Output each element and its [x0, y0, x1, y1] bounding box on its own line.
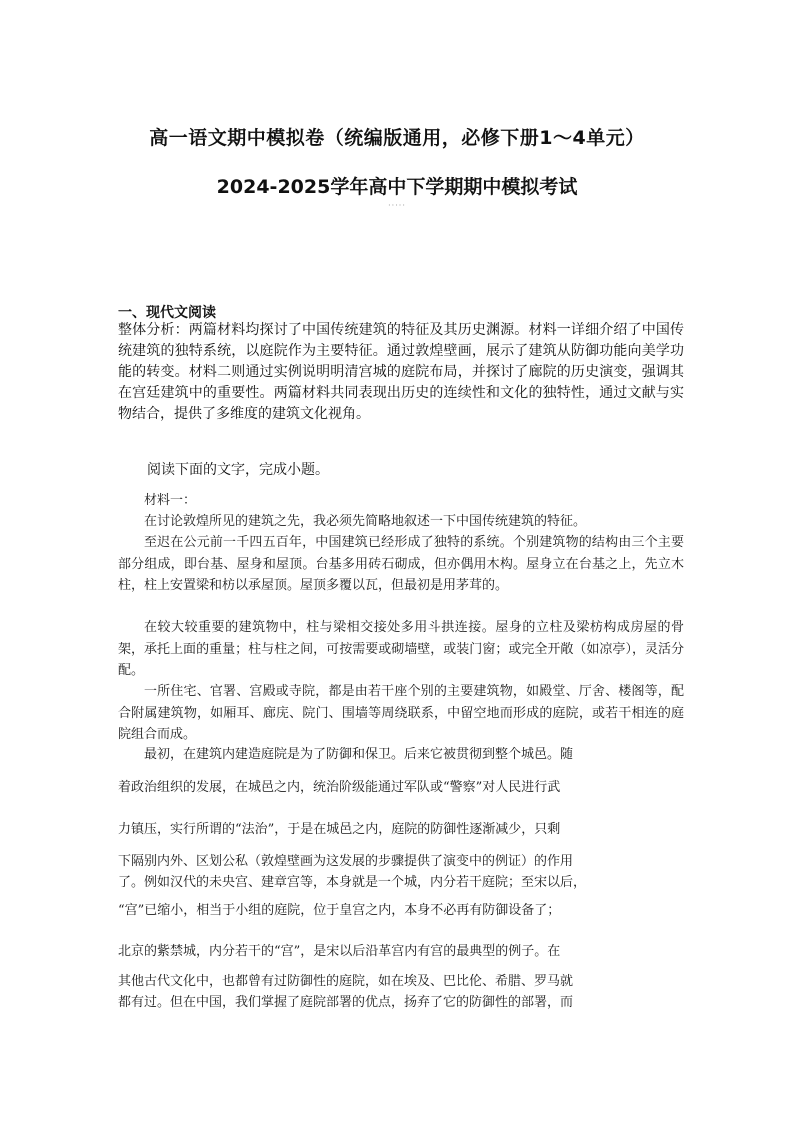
text-line: 了。例如汉代的未央宫、建章宫等，本身就是一个城，内分若干庭院；至宋以后， — [118, 875, 587, 890]
title-line-1: 高一语文期中模拟卷（统编版通用，必修下册1～4单元） — [149, 127, 645, 149]
text-line: 其他古代文化中，也都曾有过防御性的庭院，如在埃及、巴比伦、希腊、罗马就 — [118, 974, 574, 989]
overall-analysis: 整体分析：两篇材料均探讨了中国传统建筑的特征及其历史渊源。材料一详细介绍了中国传统建筑的独特系统，以庭院作为主要特征。通过敦煌壁画，展示了建筑从防御功能向美学功能的转变。材料二则通过实例说明明清宫城的庭院布局，并探讨了廊院的历史演变，强调其在宫廷建筑中的重要性。两篇材料共同表现出历史的连续性和文化的独特性，通过文献与实物结合，提供了多维度的建筑文化视角。 — [118, 322, 684, 422]
paragraph-2: 至迟在公元前一千四五百年，中国建筑已经形成了独特的系统。个别建筑物的结构由三个主要部分组成，即台基、屋身和屋顶。台基多用砖石砌成，但亦偶用木构。屋身立在台基之上，先立木柱，柱上安置梁和枋以承屋顶。屋顶多覆以瓦，但最初是用茅茸的。 — [118, 535, 684, 593]
paragraph-5: 最初，在建筑内建造庭院是为了防御和保卫。后来它被贯彻到整个城邑。随 — [144, 747, 574, 762]
text-line: 北京的紫禁城，内分若干的“宫”，是宋以后沿革宫内有宫的最典型的例子。在 — [118, 944, 561, 959]
paragraph-1: 在讨论敦煌所见的建筑之先，我必须先简略地叙述一下中国传统建筑的特征。 — [144, 514, 587, 529]
title-line-2: 2024-2025学年高中下学期期中模拟考试 — [216, 176, 578, 198]
text-line: “宫”已缩小，相当于小组的庭院，位于皇宫之内，本身不必再有防御设备了； — [118, 903, 561, 918]
text-line: 下隔别内外、区划公私（敦煌壁画为这发展的步骤提供了演变中的例证）的作用 — [118, 854, 574, 869]
reading-instruction: 阅读下面的文字，完成小题。 — [147, 462, 329, 478]
text-line: 着政治组织的发展，在城邑之内，统治阶级能通过军队或“警察”对人民进行武 — [118, 780, 561, 795]
paragraph-3: 在较大较重要的建筑物中，柱与梁相交接处多用斗拱连接。屋身的立柱及梁枋构成房屋的骨架，承托上面的重量；柱与柱之间，可按需要或砌墙壁，或装门窗；或完全开敞（如凉亭），灵活分配。 — [118, 620, 684, 678]
section-heading: 一、现代文阅读 — [118, 305, 216, 321]
text-line: 力镇压，实行所谓的“法治”，于是在城邑之内，庭院的防御性逐渐减少，只剩 — [118, 822, 561, 837]
paragraph-4: 一所住宅、官署、宫殿或寺院，都是由若干座个别的主要建筑物，如殿堂、厅舍、楼阁等，配合附属建筑物，如厢耳、廊庑、院门、围墙等周绕联系，中留空地而形成的庭院，或若干相连的庭院组合而成。 — [118, 684, 684, 742]
title-dots: ····· — [388, 201, 406, 210]
material-label: 材料一： — [144, 493, 197, 508]
text-line: 都有过。但在中国，我们掌握了庭院部署的优点，扬弃了它的防御性的部署，而 — [118, 995, 574, 1010]
